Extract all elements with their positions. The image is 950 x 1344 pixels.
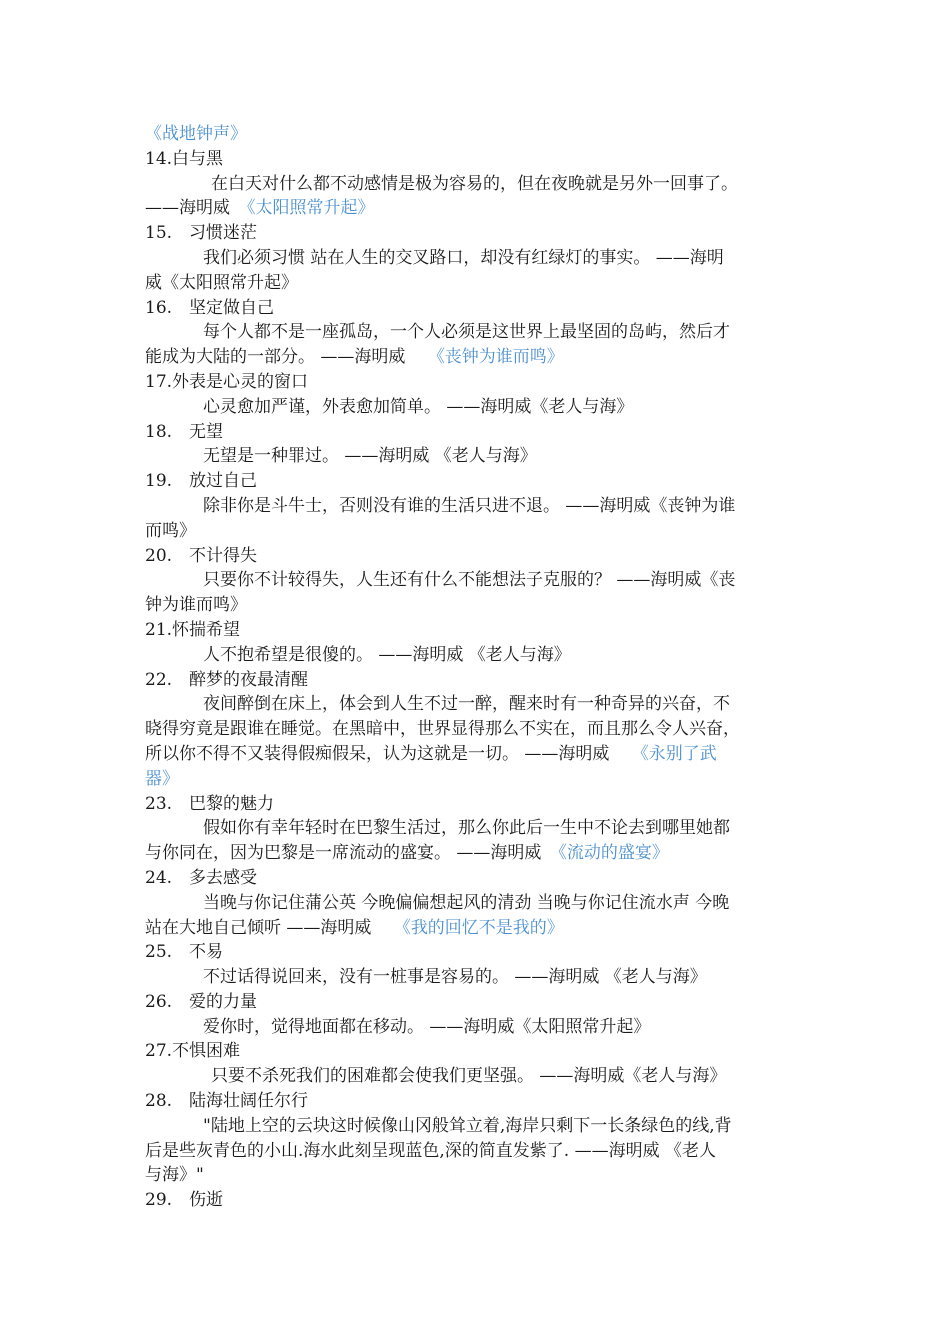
section-heading: 18. 无望: [145, 421, 224, 442]
section-heading: 26. 爱的力量: [145, 991, 258, 1012]
quote-text: 而鸣》: [145, 520, 196, 541]
quote-text: "陆地上空的云块这时候像山冈般耸立着,海岸只剩下一长条绿色的线,背: [203, 1115, 732, 1136]
book-title-link: 《永别了武: [631, 743, 717, 764]
text-line: 站在大地自己倾听 ——海明威 《我的回忆不是我的》: [145, 917, 564, 938]
section-heading: 27.不惧困难: [145, 1041, 241, 1062]
section-heading: 23. 巴黎的魅力: [145, 793, 275, 814]
quote-text: 夜间醉倒在床上，体会到人生不过一醉，醒来时有一种奇异的兴奋，不: [203, 694, 730, 715]
quote-text: 人不抱希望是很傻的。 ——海明威 《老人与海》: [203, 644, 571, 665]
text-line: 能成为大陆的一部分。 ——海明威 《丧钟为谁而鸣》: [145, 347, 564, 368]
text-line: 与你同在，因为巴黎是一席流动的盛宴。 ——海明威 《流动的盛宴》: [145, 843, 669, 864]
text-line: 所以你不得不又装得假痴假呆，认为这就是一切。 ——海明威 《永别了武: [145, 743, 717, 764]
book-title-link: 《丧钟为谁而鸣》: [427, 347, 564, 368]
quote-text: 当晚与你记住蒲公英 今晚偏偏想起风的清劲 当晚与你记住流水声 今晚: [203, 892, 730, 913]
section-heading: 17.外表是心灵的窗口: [145, 371, 309, 392]
book-title-link: 器》: [145, 768, 179, 789]
quote-text: 爱你时，觉得地面都在移动。 ——海明威《太阳照常升起》: [203, 1016, 651, 1037]
book-title-link: 《太阳照常升起》: [247, 198, 375, 219]
quote-text: 只要不杀死我们的困难都会使我们更坚强。 ——海明威《老人与海》: [211, 1066, 727, 1087]
quote-text: 每个人都不是一座孤岛，一个人必须是这世界上最坚固的岛屿，然后才: [203, 322, 730, 343]
quote-list: [145, 122, 810, 1213]
section-heading: 25. 不易: [145, 942, 224, 963]
section-heading: 20. 不计得失: [145, 545, 258, 566]
quote-text: 假如你有幸年轻时在巴黎生活过，那么你此后一生中不论去到哪里她都: [203, 818, 730, 839]
quote-text: 在白天对什么都不动感情是极为容易的，但在夜晚就是另外一回事了。: [211, 173, 738, 194]
section-heading: 19. 放过自己: [145, 471, 258, 492]
text-line: ——海明威 《太阳照常升起》: [145, 198, 375, 219]
quote-text: 与海》": [145, 1165, 204, 1186]
section-heading: 28. 陆海壮阔任尔行: [145, 1091, 309, 1112]
section-heading: 16. 坚定做自己: [145, 297, 275, 318]
quote-text: 无望是一种罪过。 ——海明威 《老人与海》: [203, 446, 537, 467]
section-heading: 24. 多去感受: [145, 867, 258, 888]
section-heading: 29. 伤逝: [145, 1190, 224, 1211]
quote-text: 只要你不计较得失，人生还有什么不能想法子克服的？ ——海明威《丧: [203, 570, 736, 591]
quote-text: 后是些灰青色的小山.海水此刻呈现蓝色,深的简直发紫了. ——海明威 《老人: [145, 1140, 717, 1161]
quote-text: 钟为谁而鸣》: [145, 595, 247, 616]
text-line: [145, 122, 810, 147]
book-title-link: 《战地钟声》: [145, 124, 247, 144]
quote-text: 威《太阳照常升起》: [145, 272, 298, 293]
quote-text: 心灵愈加严谨，外表愈加简单。 ——海明威《老人与海》: [203, 396, 634, 417]
section-heading: 21.怀揣希望: [145, 619, 241, 640]
book-title-link: 《流动的盛宴》: [558, 843, 669, 864]
text-line: [145, 767, 810, 792]
book-title-link: 《我的回忆不是我的》: [393, 917, 564, 938]
section-heading: 14.白与黑: [145, 148, 224, 169]
quote-text: 我们必须习惯 站在人生的交叉路口，却没有红绿灯的事实。 ——海明: [203, 247, 724, 268]
quote-text: 不过话得说回来，没有一桩事是容易的。 ——海明威 《老人与海》: [203, 967, 707, 988]
section-heading: 22. 醉梦的夜最清醒: [145, 669, 309, 690]
quote-text: 晓得穷竟是跟谁在睡觉。在黑暗中，世界显得那么不实在，而且那么令人兴奋，: [145, 719, 740, 740]
section-heading: 15. 习惯迷茫: [145, 223, 258, 244]
quote-text: 除非你是斗牛士，否则没有谁的生活只进不退。 ——海明威《丧钟为谁: [203, 495, 736, 516]
